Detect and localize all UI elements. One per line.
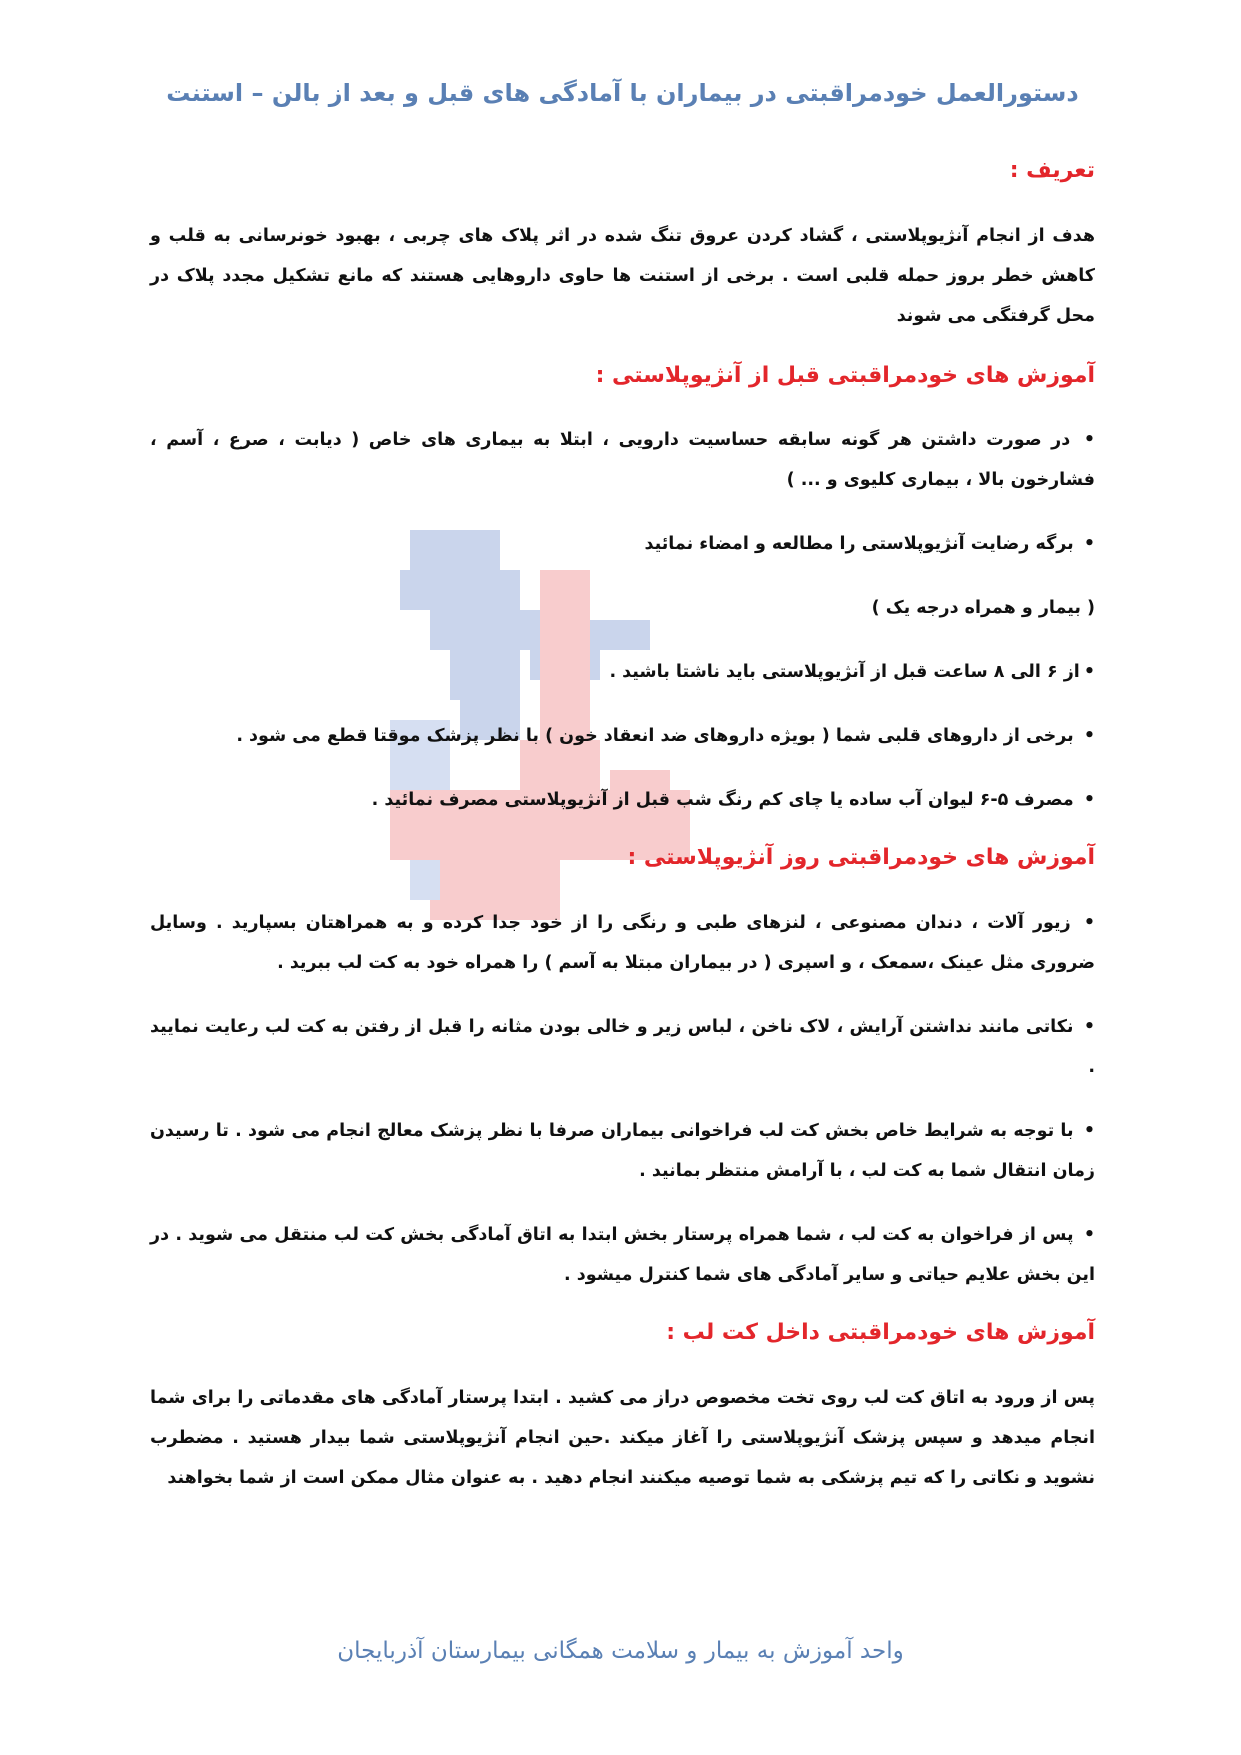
before-item-consent-note: ( بیمار و همراه درجه یک ) [871,598,1095,619]
cathlab-section [150,1319,1095,1498]
bullet-icon: • [1083,662,1095,683]
bullet-icon: • [1083,1120,1095,1141]
definition-text: هدف از انجام آنژیوپلاستی ، گشاد کردن عروق تنگ شده در اثر پلاک های چربی ، بهبود خونرسانی به قلب و کاهش خطر بروز حمله قلبی است . برخی از استنت ها حاوی داروهایی هستند که مانع تشکیل مجدد پلاک در محل گرفتگی می شوند [150,225,1095,326]
bullet-icon: • [1083,790,1095,811]
cathlab-heading: آموزش های خودمراقبتی داخل کت لب : [666,1319,1095,1345]
day-item-transfer: • پس از فراخوان به کت لب ، شما همراه پرستار بخش ابتدا به اتاق آمادگی بخش کت لب منتقل می شوید . در این بخش علایم حیاتی و سایر آمادگی های شما کنترل میشود . [150,1224,1095,1285]
before-item-consent: • برگه رضایت آنژیوپلاستی را مطالعه و امضاء نمائید [644,534,1095,555]
before-item-medications: • برخی از داروهای قلبی شما ( بویژه داروهای ضد انعقاد خون ) با نظر پزشک موقتا قطع می شود . [236,726,1095,747]
bullet-icon: • [1083,1016,1096,1037]
before-item-allergy: • در صورت داشتن هر گونه سابقه حساسیت دارویی ، ابتلا به بیماری های خاص ( دیابت ، صرع ، آسم ، فشارخون بالا ، بیماری کلیوی و ... ) [150,430,1096,491]
bullet-icon: • [1083,430,1096,451]
bullet-icon: • [1083,912,1095,933]
bullet-icon: • [1083,534,1095,555]
before-item-fasting: •از ۶ الی ۸ ساعت قبل از آنژیوپلاستی باید ناشتا باشید . [609,662,1095,683]
cathlab-text: پس از ورود به اتاق کت لب روی تخت مخصوص دراز می کشید . ابتدا پرستار آمادگی های مقدماتی را برای شما انجام میدهد و سپس پزشک آنژیوپلاستی را آغاز میکند .حین انجام آنژیوپلاستی شما بیدار هستید . مضطرب نشوید و نکاتی را که تیم پزشکی به شما توصیه میکنند انجام دهید . به عنوان مثال ممکن است از شما بخواهند [150,1387,1095,1488]
bullet-icon: • [1083,1224,1095,1245]
day-item-call: • با توجه به شرایط خاص بخش کت لب فراخوانی بیماران صرفا با نظر پزشک معالج انجام می شود . تا رسیدن زمان انتقال شما به کت لب ، با آرامش منتظر بمانید . [150,1120,1095,1181]
bullet-icon: • [1083,726,1095,747]
definition-heading: تعریف : [1009,158,1095,184]
page-footer: واحد آموزش به بیمار و سلامت همگانی بیمارستان آذربایجان [337,1638,904,1664]
document-page [150,78,1095,1524]
definition-section [150,157,1095,336]
angioplasty-day-heading: آموزش های خودمراقبتی روز آنژیوپلاستی : [627,845,1095,871]
angioplasty-day-section [150,844,1095,1295]
document-title: دستورالعمل خودمراقبتی در بیماران با آمادگی های قبل و بعد از بالن – استنت [166,79,1079,107]
before-angioplasty-section [150,362,1095,821]
day-item-makeup: • نکاتی مانند نداشتن آرایش ، لاک ناخن ، لباس زیر و خالی بودن مثانه را قبل از رفتن به کت لب رعایت نمایید . [150,1016,1096,1077]
before-angioplasty-heading: آموزش های خودمراقبتی قبل از آنژیوپلاستی : [595,362,1095,388]
before-item-water: • مصرف ۵-۶ لیوان آب ساده یا چای کم رنگ شب قبل از آنژیوپلاستی مصرف نمائید . [371,790,1095,811]
day-item-jewelry: • زیور آلات ، دندان مصنوعی ، لنزهای طبی و رنگی را از خود جدا کرده و به همراهتان بسپارید . وسایل ضروری مثل عینک ،سمعک ، و اسپری ( در بیماران مبتلا به آسم ) را همراه خود به کت لب ببرید . [150,912,1095,973]
document-content [150,78,1095,1498]
